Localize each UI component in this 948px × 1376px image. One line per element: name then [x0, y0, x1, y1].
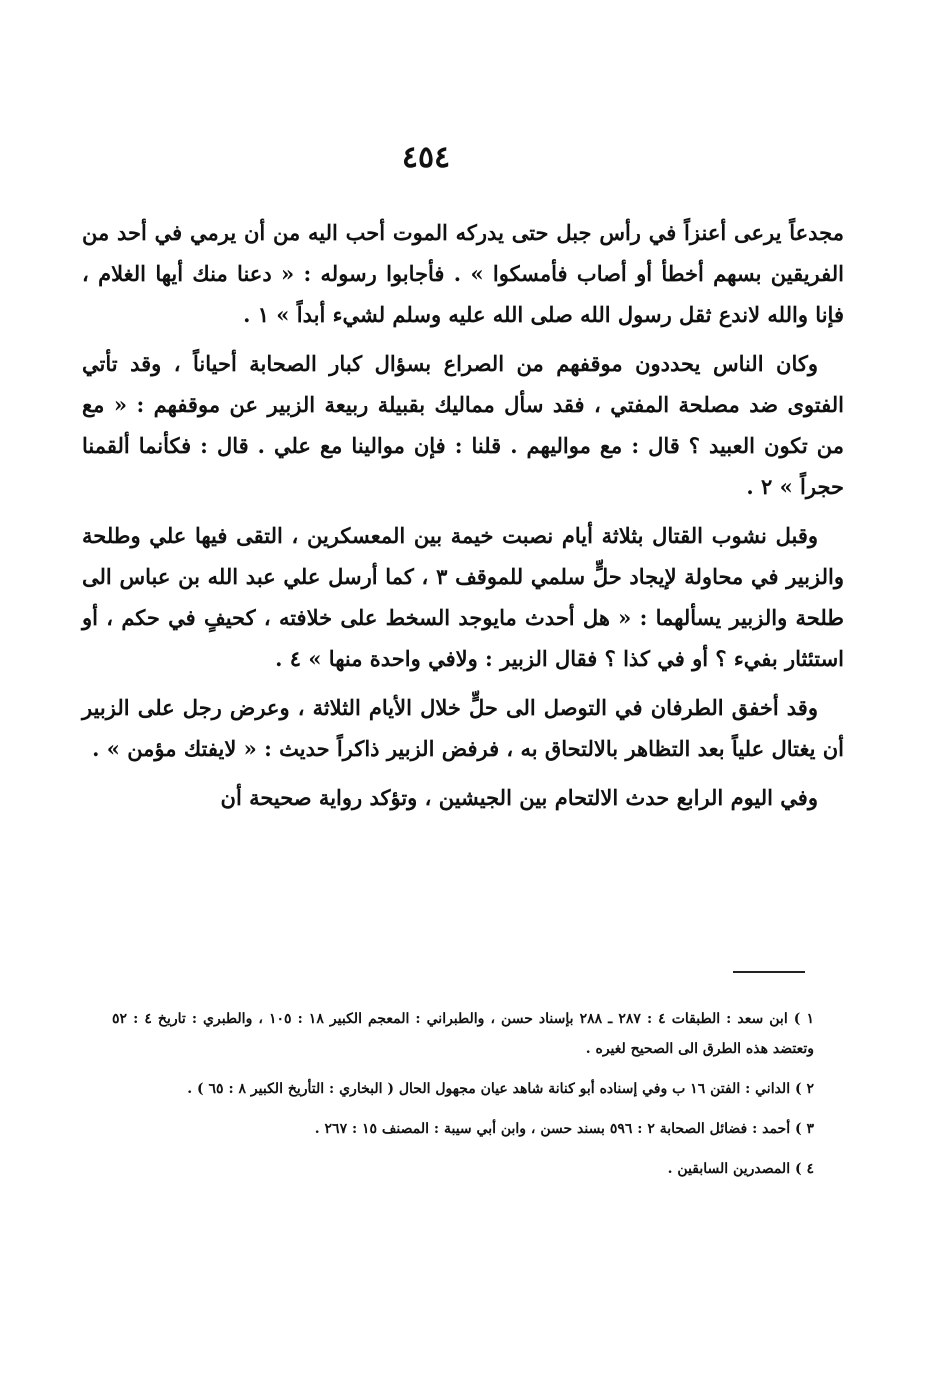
paragraph-3: وقبل نشوب القتال بثلاثة أيام نصبت خيمة بين المعسكرين ، التقى فيها علي وطلحة والزبير في محاولة لإيجاد حلٍّ سلمي للموقف ٣ ، كما أرسل علي عبد الله بن عباس الى طلحة والزبير يسألهما : « هل أحدث مايوجد السخط على خلافته ، كحيفٍ في حكم ، أو استئثار بفيء ؟ أو في كذا ؟ فقال الزبير : ولافي واحدة منها » ٤ . [82, 523, 844, 671]
paragraph-2: وكان الناس يحددون موقفهم من الصراع بسؤال كبار الصحابة أحياناً ، وقد تأتي الفتوى ضد مصلحة المفتي ، فقد سأل مماليك بقبيلة ربيعة الزبير عن موقفهم : « مع من تكون العبيد ؟ قال : مع مواليهم . قلنا : فإن موالينا مع علي . قال : فكأنما ألقمنا حجراً » ٢ . [82, 351, 844, 499]
page-number: ٤٥٤ [401, 140, 451, 175]
footnote-1: ١ ) ابن سعد : الطبقات ٤ : ٢٨٧ ـ ٢٨٨ بإسناد حسن ، والطبراني : المعجم الكبير ١٨ : ١٠٥ ، والطبري : تاريخ ٤ : ٥٢ وتعتضد هذه الطرق الى الصحيح لغيره . [112, 1011, 814, 1057]
footnote-divider [733, 971, 805, 973]
footnote-3: ٣ ) أحمد : فضائل الصحابة ٢ : ٥٩٦ بسند حسن ، وابن أبي سيبة : المصنف ١٥ : ٢٦٧ . [314, 1121, 814, 1137]
main-text [82, 212, 844, 818]
footnotes [112, 1004, 814, 1194]
footnote-2: ٢ ) الداني : الفتن ١٦ ب وفي إسناده أبو كنانة شاهد عيان مجهول الحال ( البخاري : التأريخ الكبير ٨ : ٦٥ ) . [187, 1081, 814, 1097]
paragraph-1: مجدعاً يرعى أعنزاً في رأس جبل حتى يدركه الموت أحب اليه من أن يرمي في أحد من الفريقين بسهم أخطأ أو أصاب فأمسكوا » . فأجابوا رسوله : « دعنا منك أيها الغلام ، فإنا والله لاندع ثقل رسول الله صلى الله عليه وسلم لشيء أبداً » ١ . [82, 220, 844, 327]
paragraph-4: وقد أخفق الطرفان في التوصل الى حلٍّ خلال الأيام الثلاثة ، وعرض رجل على الزبير أن يغتال علياً بعد التظاهر بالالتحاق به ، فرفض الزبير ذاكراً حديث : « لايفتك مؤمن » . [82, 695, 844, 761]
paragraph-5: وفي اليوم الرابع حدث الالتحام بين الجيشين ، وتؤكد رواية صحيحة أن [220, 785, 818, 810]
footnote-4: ٤ ) المصدرين السابقين . [667, 1161, 814, 1177]
